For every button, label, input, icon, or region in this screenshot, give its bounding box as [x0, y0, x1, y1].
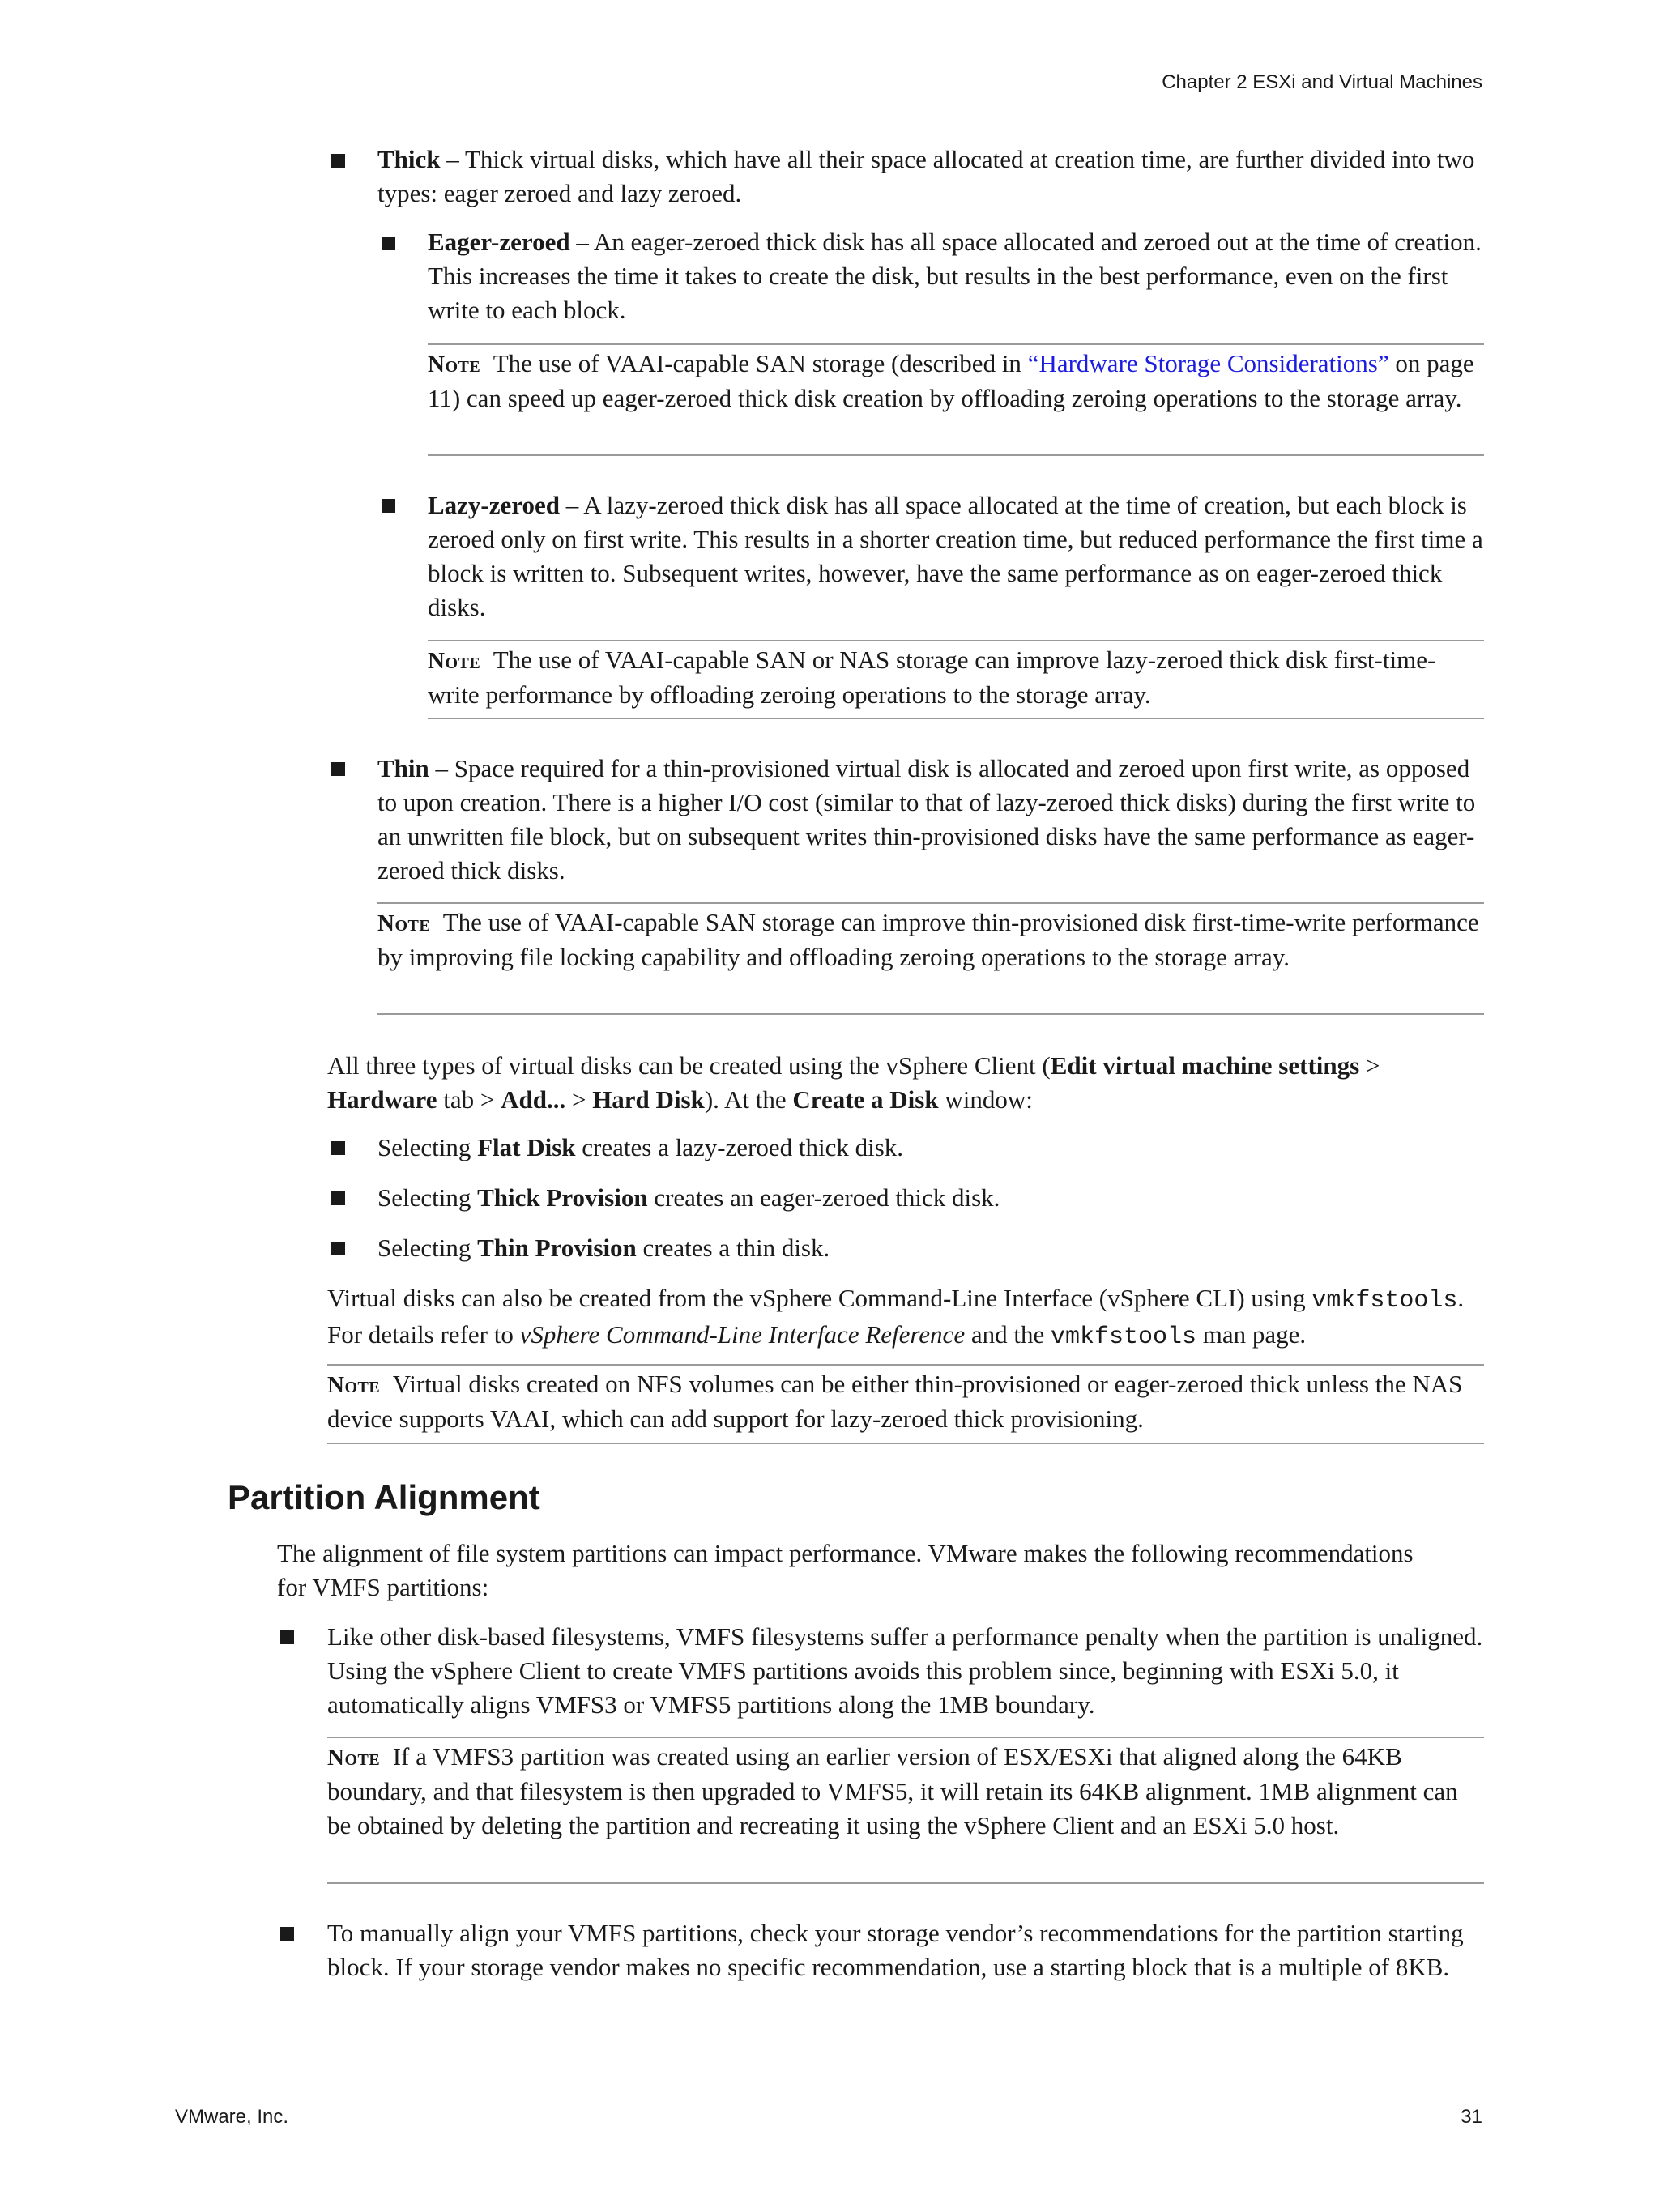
thin-term: Thin: [377, 754, 429, 782]
running-header: Chapter 2 ESXi and Virtual Machines: [1162, 71, 1482, 93]
eager-paragraph: Eager-zeroed – An eager-zeroed thick disk has all space allocated and zeroed out at the time of creation. This increases the time it takes to create the disk, but results in the best performance, even on the first write to each block.: [428, 228, 1482, 324]
note-rule-bottom: [327, 1443, 1484, 1444]
bullet-icon: [331, 1141, 345, 1155]
bullet-icon: [382, 237, 395, 250]
note-label: Note: [327, 1745, 381, 1771]
note-label: Note: [428, 352, 481, 377]
note-rule-top: [428, 640, 1484, 641]
eager-term: Eager-zeroed: [428, 228, 570, 256]
list-item: Selecting Thick Provision creates an eager-zeroed thick disk.: [377, 1183, 1000, 1212]
bullet-icon: [331, 1242, 345, 1255]
all-three-paragraph: All three types of virtual disks can be created using the vSphere Client (Edit virtual machine settings > Hardware tab > Add... > Hard Disk). At the Create a Disk window:: [327, 1051, 1380, 1114]
thin-paragraph: Thin – Space required for a thin-provisioned virtual disk is allocated and zeroed upon first write, as opposed to upon creation. There is a higher I/O cost (similar to that of lazy-zeroed thick disks) during the first write to an unwritten file block, but on subsequent writes thin-provisioned disks have the same performance as eager-zeroed thick disks.: [377, 754, 1476, 884]
code-vmkfstools: vmkfstools: [1050, 1323, 1196, 1351]
bullet-icon: [331, 762, 345, 776]
note-label: Note: [377, 910, 431, 936]
partition-note: Note If a VMFS3 partition was created using an earlier version of ESX/ESXi that aligned along the 64KB boundary, and that filesystem is then upgraded to VMFS5, it will retain its 64KB alignment. 1MB alignment can be obtained by deleting the partition and recreating it using the vSphere Client and an ESXi 5.0 host.: [327, 1742, 1458, 1839]
footer-company: VMware, Inc.: [175, 2106, 289, 2128]
reference-title: vSphere Command-Line Interface Reference: [519, 1320, 966, 1349]
partition-bullet-1: Like other disk-based filesystems, VMFS filesystems suffer a performance penalty when the partition is unaligned. Using the vSphere Client to create VMFS partitions avoids this problem since, beginning with ESXi 5.0, it automatically aligns VMFS3 or VMFS5 partitions along the 1MB boundary.: [327, 1622, 1483, 1719]
note-rule-top: [428, 343, 1484, 345]
list-item: Selecting Flat Disk creates a lazy-zeroed thick disk.: [377, 1133, 904, 1161]
code-vmkfstools: vmkfstools: [1311, 1287, 1458, 1315]
bullet-icon: [382, 499, 395, 513]
eager-note: Note The use of VAAI-capable SAN storage (described in “Hardware Storage Considerations” on page 11) can speed up eager-zeroed thick disk creation by offloading zeroing operations to the storage array.: [428, 349, 1474, 412]
nfs-note: Note Virtual disks created on NFS volumes can be either thin-provisioned or eager-zeroed thick unless the NAS device supports VAAI, which can add support for lazy-zeroed thick provisioning.: [327, 1370, 1463, 1433]
list-item: Selecting Thin Provision creates a thin disk.: [377, 1234, 830, 1262]
note-rule-bottom: [327, 1882, 1484, 1884]
section-heading: Partition Alignment: [228, 1478, 540, 1516]
note-label: Note: [428, 648, 481, 674]
note-rule-bottom: [377, 1013, 1484, 1015]
note-rule-top: [377, 902, 1484, 904]
page-number: 31: [1461, 2106, 1482, 2128]
note-rule-top: [327, 1737, 1484, 1738]
lazy-paragraph: Lazy-zeroed – A lazy-zeroed thick disk has all space allocated at the time of creation, but each block is zeroed only on first write. This results in a shorter creation time, but reduced performance the first time a block is written to. Subsequent writes, however, have the same performance as on eager-zeroed thick disks.: [428, 491, 1483, 621]
bullet-icon: [280, 1927, 294, 1941]
bullet-icon: [331, 154, 345, 168]
cli-paragraph: Virtual disks can also be created from the vSphere Command-Line Interface (vSphere CLI) using vmkfstools. For details refer to vSphere Command-Line Interface Reference and the vmkfstools man page.: [327, 1284, 1465, 1351]
lazy-note: Note The use of VAAI-capable SAN or NAS storage can improve lazy-zeroed thick disk first-time-write performance by offloading zeroing operations to the storage array.: [428, 646, 1436, 709]
note-rule-bottom: [428, 454, 1484, 456]
bullet-icon: [331, 1191, 345, 1205]
thin-note: Note The use of VAAI-capable SAN storage can improve thin-provisioned disk first-time-write performance by improving file locking capability and offloading zeroing operations to the storage array.: [377, 908, 1479, 971]
thick-term: Thick: [377, 145, 441, 173]
note-rule-top: [327, 1364, 1484, 1366]
hardware-storage-link[interactable]: “Hardware Storage Considerations”: [1027, 349, 1389, 377]
thick-paragraph: Thick – Thick virtual disks, which have all their space allocated at creation time, are further divided into two types: eager zeroed and lazy zeroed.: [377, 145, 1475, 207]
bullet-icon: [280, 1630, 294, 1644]
partition-bullet-2: To manually align your VMFS partitions, check your storage vendor’s recommendations for the partition starting block. If your storage vendor makes no specific recommendation, use a starting block that is a multiple of 8KB.: [327, 1919, 1464, 1981]
lazy-term: Lazy-zeroed: [428, 491, 560, 519]
note-rule-bottom: [428, 718, 1484, 719]
note-label: Note: [327, 1372, 381, 1398]
partition-intro: The alignment of file system partitions can impact performance. VMware makes the following recommendations for VMFS partitions:: [277, 1539, 1414, 1601]
